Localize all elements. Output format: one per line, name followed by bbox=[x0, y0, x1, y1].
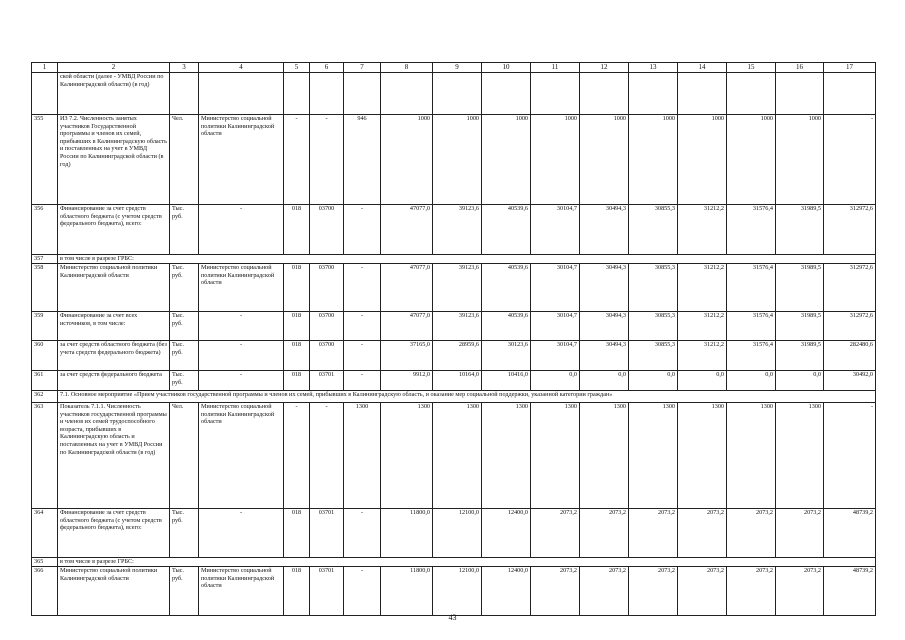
row-number-cell: 357 bbox=[32, 255, 58, 264]
value-cell: 018 bbox=[284, 567, 310, 616]
column-number-cell: 6 bbox=[310, 63, 344, 73]
value-cell: - bbox=[284, 403, 310, 509]
value-cell: 1000 bbox=[580, 115, 629, 205]
value-cell: 1000 bbox=[433, 115, 482, 205]
description-cell: за счет средств областного бюджета (без учета средств федерального бюджета) bbox=[58, 341, 170, 371]
value-cell: 31576,4 bbox=[727, 205, 776, 255]
value-cell: 03700 bbox=[310, 205, 344, 255]
value-cell bbox=[580, 73, 629, 115]
row-number-cell: 359 bbox=[32, 312, 58, 341]
total-cell: 282480,6 bbox=[824, 341, 876, 371]
value-cell: 1300 bbox=[381, 403, 433, 509]
value-cell: 30123,6 bbox=[482, 341, 531, 371]
responsible-cell: Министерство социальной политики Калининградской области bbox=[199, 264, 284, 312]
row-number-cell: 362 bbox=[32, 391, 58, 403]
row-number-cell: 358 bbox=[32, 264, 58, 312]
description-cell: Финансирование за счет всех источников, в том числе: bbox=[58, 312, 170, 341]
value-cell: 12100,0 bbox=[433, 567, 482, 616]
description-cell: ской области (далее - УМВД России по Калининградской области) (в год) bbox=[58, 73, 170, 115]
total-cell: - bbox=[824, 115, 876, 205]
value-cell: 11800,0 bbox=[381, 509, 433, 558]
responsible-cell: - bbox=[199, 341, 284, 371]
budget-table bbox=[31, 62, 876, 616]
value-cell: 2073,2 bbox=[580, 509, 629, 558]
section-heading-cell: в том числе в разрезе ГРБС: bbox=[58, 558, 876, 567]
responsible-cell bbox=[199, 73, 284, 115]
value-cell bbox=[284, 73, 310, 115]
column-number-cell: 7 bbox=[344, 63, 381, 73]
value-cell: 0,0 bbox=[580, 371, 629, 391]
value-cell: 37165,0 bbox=[381, 341, 433, 371]
table-row bbox=[32, 205, 876, 255]
unit-cell: Тыс. руб. bbox=[170, 264, 199, 312]
value-cell: 31576,4 bbox=[727, 312, 776, 341]
table-row bbox=[32, 73, 876, 115]
value-cell: 31989,5 bbox=[776, 312, 824, 341]
value-cell: 40539,6 bbox=[482, 264, 531, 312]
value-cell bbox=[678, 73, 727, 115]
value-cell: 39123,6 bbox=[433, 205, 482, 255]
table-row bbox=[32, 115, 876, 205]
column-number-header-row bbox=[32, 63, 876, 73]
unit-cell: Тыс. руб. bbox=[170, 509, 199, 558]
responsible-cell: Министерство социальной политики Калининградской области bbox=[199, 115, 284, 205]
value-cell: 0,0 bbox=[727, 371, 776, 391]
value-cell: 018 bbox=[284, 312, 310, 341]
value-cell: 1300 bbox=[531, 403, 580, 509]
value-cell: - bbox=[284, 115, 310, 205]
value-cell: 31212,2 bbox=[678, 341, 727, 371]
value-cell: 30494,3 bbox=[580, 341, 629, 371]
value-cell: 0,0 bbox=[629, 371, 678, 391]
row-number-cell: 364 bbox=[32, 509, 58, 558]
section-heading-cell: 7.1. Основное мероприятие «Прием участников государственной программы и членов их семей, прибывших в Калининградскую область, и оказание мер социальной поддержки, указанной категории граждан» bbox=[58, 391, 876, 403]
column-number-cell: 13 bbox=[629, 63, 678, 73]
value-cell: 03700 bbox=[310, 341, 344, 371]
value-cell: 03700 bbox=[310, 264, 344, 312]
value-cell: 30104,7 bbox=[531, 341, 580, 371]
table-row bbox=[32, 558, 876, 567]
value-cell: 018 bbox=[284, 509, 310, 558]
description-cell: за счет средств федерального бюджета bbox=[58, 371, 170, 391]
value-cell: 1000 bbox=[482, 115, 531, 205]
column-number-cell: 4 bbox=[199, 63, 284, 73]
value-cell: 0,0 bbox=[776, 371, 824, 391]
table-row bbox=[32, 341, 876, 371]
value-cell: 10416,0 bbox=[482, 371, 531, 391]
total-cell: 312972,6 bbox=[824, 312, 876, 341]
value-cell: 30104,7 bbox=[531, 264, 580, 312]
description-cell: Министерство социальной политики Калининградской области bbox=[58, 567, 170, 616]
column-number-cell: 3 bbox=[170, 63, 199, 73]
value-cell: 018 bbox=[284, 205, 310, 255]
responsible-cell: - bbox=[199, 312, 284, 341]
value-cell: 2073,2 bbox=[678, 567, 727, 616]
value-cell bbox=[310, 73, 344, 115]
value-cell: 31989,5 bbox=[776, 341, 824, 371]
total-cell: 48739,2 bbox=[824, 567, 876, 616]
total-cell bbox=[824, 73, 876, 115]
value-cell: - bbox=[344, 205, 381, 255]
value-cell: 30494,3 bbox=[580, 205, 629, 255]
table-row bbox=[32, 371, 876, 391]
value-cell: 1300 bbox=[629, 403, 678, 509]
total-cell: 312972,6 bbox=[824, 205, 876, 255]
value-cell: 2073,2 bbox=[531, 509, 580, 558]
value-cell: 30855,3 bbox=[629, 312, 678, 341]
value-cell bbox=[482, 73, 531, 115]
value-cell bbox=[344, 73, 381, 115]
row-number-cell: 366 bbox=[32, 567, 58, 616]
description-cell: Министерство социальной политики Калининградской области bbox=[58, 264, 170, 312]
table-row bbox=[32, 264, 876, 312]
value-cell: 10164,0 bbox=[433, 371, 482, 391]
value-cell: 1000 bbox=[776, 115, 824, 205]
value-cell bbox=[727, 73, 776, 115]
value-cell: - bbox=[344, 371, 381, 391]
value-cell: 12100,0 bbox=[433, 509, 482, 558]
value-cell: 1300 bbox=[727, 403, 776, 509]
value-cell: 2073,2 bbox=[580, 567, 629, 616]
value-cell: - bbox=[310, 115, 344, 205]
value-cell: 1300 bbox=[482, 403, 531, 509]
value-cell: 03701 bbox=[310, 509, 344, 558]
value-cell: 1000 bbox=[629, 115, 678, 205]
page-number: 43 bbox=[448, 613, 457, 622]
value-cell: 0,0 bbox=[531, 371, 580, 391]
value-cell: 1300 bbox=[433, 403, 482, 509]
column-number-cell: 12 bbox=[580, 63, 629, 73]
column-number-cell: 10 bbox=[482, 63, 531, 73]
value-cell: 40539,6 bbox=[482, 205, 531, 255]
value-cell: 03701 bbox=[310, 371, 344, 391]
value-cell: 30855,3 bbox=[629, 264, 678, 312]
value-cell: - bbox=[344, 341, 381, 371]
value-cell: 1300 bbox=[580, 403, 629, 509]
value-cell: 03700 bbox=[310, 312, 344, 341]
value-cell: 1000 bbox=[727, 115, 776, 205]
value-cell: 31212,2 bbox=[678, 205, 727, 255]
value-cell: 018 bbox=[284, 341, 310, 371]
unit-cell bbox=[170, 73, 199, 115]
total-cell: 312972,6 bbox=[824, 264, 876, 312]
value-cell: 30855,3 bbox=[629, 341, 678, 371]
responsible-cell: Министерство социальной политики Калининградской области bbox=[199, 403, 284, 509]
value-cell: 30494,3 bbox=[580, 312, 629, 341]
row-number-cell: 355 bbox=[32, 115, 58, 205]
column-number-cell: 15 bbox=[727, 63, 776, 73]
value-cell: 018 bbox=[284, 371, 310, 391]
column-number-cell: 2 bbox=[58, 63, 170, 73]
value-cell: 1000 bbox=[531, 115, 580, 205]
value-cell: 11800,0 bbox=[381, 567, 433, 616]
total-cell: 30492,0 bbox=[824, 371, 876, 391]
value-cell: 31989,5 bbox=[776, 264, 824, 312]
value-cell: 12400,0 bbox=[482, 509, 531, 558]
value-cell bbox=[381, 73, 433, 115]
value-cell: 47077,0 bbox=[381, 205, 433, 255]
value-cell: 40539,6 bbox=[482, 312, 531, 341]
unit-cell: Тыс. руб. bbox=[170, 371, 199, 391]
description-cell: Финансирование за счет средств областного бюджета (с учетом средств федерального бюджета), всего: bbox=[58, 205, 170, 255]
value-cell: 0,0 bbox=[678, 371, 727, 391]
table-row bbox=[32, 403, 876, 509]
row-number-cell: 363 bbox=[32, 403, 58, 509]
unit-cell: Тыс. руб. bbox=[170, 205, 199, 255]
value-cell: 2073,2 bbox=[776, 567, 824, 616]
value-cell bbox=[531, 73, 580, 115]
value-cell: 2073,2 bbox=[678, 509, 727, 558]
row-number-cell bbox=[32, 73, 58, 115]
value-cell: 018 bbox=[284, 264, 310, 312]
table-row bbox=[32, 255, 876, 264]
value-cell: 30104,7 bbox=[531, 205, 580, 255]
value-cell: 1300 bbox=[678, 403, 727, 509]
value-cell: 1000 bbox=[381, 115, 433, 205]
value-cell bbox=[776, 73, 824, 115]
description-cell: Финансирование за счет средств областного бюджета (с учетом средств федерального бюджета), всего: bbox=[58, 509, 170, 558]
column-number-cell: 9 bbox=[433, 63, 482, 73]
table-row bbox=[32, 567, 876, 616]
description-cell: ИЗ 7.2. Численность занятых участников Государственной программы и членов их семей, прибывших в Калининградскую область и поставленных на учет в УМВД России по Калининградской области (в год) bbox=[58, 115, 170, 205]
unit-cell: Тыс. руб. bbox=[170, 341, 199, 371]
value-cell: 2073,2 bbox=[629, 509, 678, 558]
value-cell: 9912,0 bbox=[381, 371, 433, 391]
value-cell: 31576,4 bbox=[727, 264, 776, 312]
column-number-cell: 8 bbox=[381, 63, 433, 73]
value-cell: 31989,5 bbox=[776, 205, 824, 255]
value-cell: 03701 bbox=[310, 567, 344, 616]
column-number-cell: 14 bbox=[678, 63, 727, 73]
total-cell: 48739,2 bbox=[824, 509, 876, 558]
responsible-cell: - bbox=[199, 205, 284, 255]
value-cell: 12400,0 bbox=[482, 567, 531, 616]
value-cell: 2073,2 bbox=[727, 567, 776, 616]
total-cell: - bbox=[824, 403, 876, 509]
value-cell: 1300 bbox=[776, 403, 824, 509]
table-row bbox=[32, 391, 876, 403]
value-cell: 2073,2 bbox=[531, 567, 580, 616]
column-number-cell: 17 bbox=[824, 63, 876, 73]
row-number-cell: 360 bbox=[32, 341, 58, 371]
value-cell: - bbox=[310, 403, 344, 509]
column-number-cell: 16 bbox=[776, 63, 824, 73]
unit-cell: Чел. bbox=[170, 403, 199, 509]
value-cell: 30855,3 bbox=[629, 205, 678, 255]
row-number-cell: 365 bbox=[32, 558, 58, 567]
description-cell: Показатель 7.1.1. Численность участников государственной программы и членов их семей трудоспособного возраста, прибывших в Калининградскую область и поставленных на учет в УМВД России по Калининградской области (в год) bbox=[58, 403, 170, 509]
value-cell: 47077,0 bbox=[381, 264, 433, 312]
value-cell: 30494,3 bbox=[580, 264, 629, 312]
column-number-cell: 1 bbox=[32, 63, 58, 73]
value-cell: 946 bbox=[344, 115, 381, 205]
column-number-cell: 11 bbox=[531, 63, 580, 73]
value-cell: 47077,0 bbox=[381, 312, 433, 341]
value-cell: 28959,6 bbox=[433, 341, 482, 371]
value-cell: 30104,7 bbox=[531, 312, 580, 341]
value-cell: 2073,2 bbox=[776, 509, 824, 558]
value-cell: 39123,6 bbox=[433, 312, 482, 341]
table-row bbox=[32, 509, 876, 558]
column-number-cell: 5 bbox=[284, 63, 310, 73]
value-cell: 31212,2 bbox=[678, 264, 727, 312]
value-cell: 31212,2 bbox=[678, 312, 727, 341]
responsible-cell: - bbox=[199, 371, 284, 391]
value-cell: 31576,4 bbox=[727, 341, 776, 371]
unit-cell: Тыс. руб. bbox=[170, 567, 199, 616]
value-cell: - bbox=[344, 509, 381, 558]
value-cell: - bbox=[344, 264, 381, 312]
value-cell bbox=[433, 73, 482, 115]
value-cell: 39123,6 bbox=[433, 264, 482, 312]
row-number-cell: 356 bbox=[32, 205, 58, 255]
responsible-cell: - bbox=[199, 509, 284, 558]
row-number-cell: 361 bbox=[32, 371, 58, 391]
value-cell: 2073,2 bbox=[629, 567, 678, 616]
value-cell: 1000 bbox=[678, 115, 727, 205]
value-cell: - bbox=[344, 312, 381, 341]
value-cell: 1300 bbox=[344, 403, 381, 509]
unit-cell: Тыс. руб. bbox=[170, 312, 199, 341]
value-cell bbox=[629, 73, 678, 115]
value-cell: 2073,2 bbox=[727, 509, 776, 558]
responsible-cell: Министерство социальной политики Калининградской области bbox=[199, 567, 284, 616]
table-row bbox=[32, 312, 876, 341]
unit-cell: Чел. bbox=[170, 115, 199, 205]
value-cell: - bbox=[344, 567, 381, 616]
section-heading-cell: в том числе в разрезе ГРБС: bbox=[58, 255, 876, 264]
